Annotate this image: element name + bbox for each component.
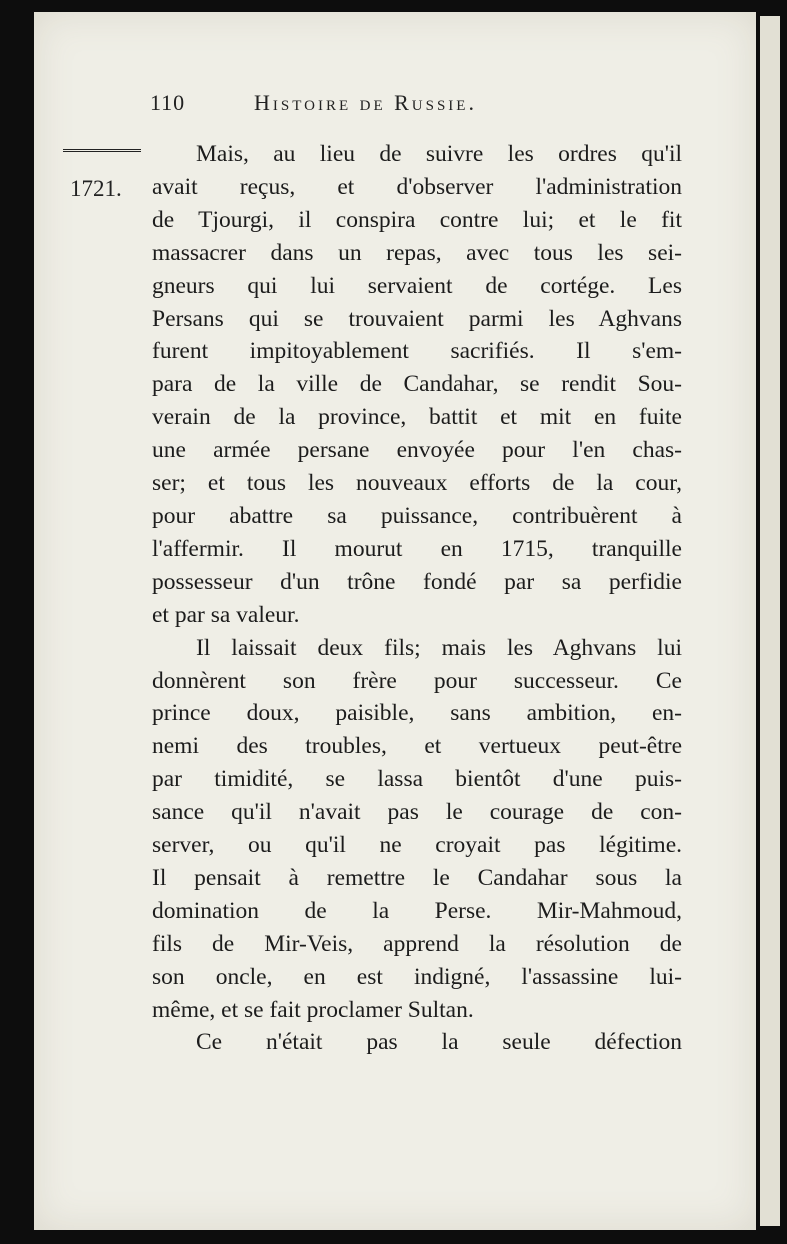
text-line: Persans qui se trouvaient parmi les Aghvans — [152, 305, 682, 332]
margin-year-note: 1721. — [70, 176, 122, 201]
text-line: par timidité, se lassa bientôt d'une puis- — [152, 766, 682, 793]
body-text — [152, 138, 682, 1059]
text-line: verain de la province, battit et mit en fuite — [152, 404, 682, 431]
section-rule — [63, 149, 141, 152]
text-line: massacrer dans un repas, avec tous les sei- — [152, 239, 682, 266]
text-line: sance qu'il n'avait pas le courage de con- — [152, 799, 682, 826]
text-line: Mais, au lieu de suivre les ordres qu'il — [196, 141, 682, 167]
paragraph — [152, 632, 682, 1027]
text-line: fils de Mir-Veis, apprend la résolution de — [152, 930, 682, 957]
text-line: prince doux, paisible, sans ambition, en- — [152, 700, 682, 727]
text-line: Il laissait deux fils; mais les Aghvans lui — [196, 634, 682, 661]
text-line: pour abattre sa puissance, contribuèrent à — [152, 502, 682, 529]
text-line: et par sa valeur. — [152, 601, 300, 628]
text-line: gneurs qui lui servaient de cortége. Les — [152, 272, 682, 299]
adjacent-page-edge — [760, 16, 780, 1226]
text-line: même, et se fait proclamer Sultan. — [152, 996, 474, 1023]
page-number: 110 — [150, 90, 186, 115]
text-line: furent impitoyablement sacrifiés. Il s'em- — [152, 338, 682, 365]
text-line: une armée persane envoyée pour l'en chas- — [152, 437, 682, 464]
text-line: l'affermir. Il mourut en 1715, tranquille — [152, 535, 682, 562]
text-line: Il pensait à remettre le Candahar sous la — [152, 864, 682, 891]
text-line: para de la ville de Candahar, se rendit Sou- — [152, 371, 682, 398]
text-line: server, ou qu'il ne croyait pas légitime. — [152, 832, 682, 859]
text-line: son oncle, en est indigné, l'assassine lui- — [152, 963, 682, 990]
text-line: domination de la Perse. Mir-Mahmoud, — [152, 897, 682, 924]
running-title: Histoire de Russie. — [254, 90, 477, 115]
text-line: nemi des troubles, et vertueux peut-être — [152, 733, 682, 760]
text-line: donnèrent son frère pour successeur. Ce — [152, 667, 682, 694]
paragraph — [152, 138, 682, 632]
paragraph — [152, 1026, 682, 1059]
text-line: avait reçus, et d'observer l'administration — [152, 173, 682, 200]
text-line: ser; et tous les nouveaux efforts de la cour, — [152, 470, 682, 497]
text-line: de Tjourgi, il conspira contre lui; et le fit — [152, 206, 682, 233]
text-line: possesseur d'un trône fondé par sa perfidie — [152, 568, 682, 595]
text-line: Ce n'était pas la seule défection — [196, 1029, 682, 1056]
